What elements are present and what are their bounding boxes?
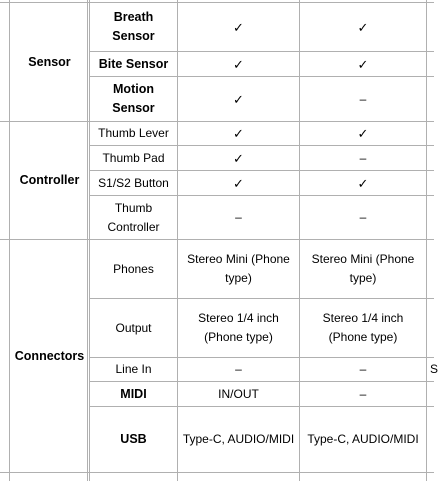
value-usb-col1: Type-C, AUDIO/MIDI (182, 432, 295, 446)
category-sensor: Sensor (28, 54, 71, 69)
value-line-in-col2: – (359, 362, 367, 376)
feature-output: Output (115, 320, 152, 335)
value-output-col1: Stereo 1/4 inch (Phone type) (198, 311, 279, 344)
value-bite-sensor-col1: ✓ (233, 56, 244, 72)
row-divider (0, 472, 434, 473)
value-thumb-pad-col1: ✓ (233, 150, 244, 166)
value-breath-sensor-col1: ✓ (233, 19, 244, 35)
feature-midi: MIDI (120, 386, 147, 401)
value-line-in-col1: – (235, 362, 242, 376)
value-s1-s2-button-col2: ✓ (357, 175, 369, 191)
value-thumb-controller-col1: – (235, 210, 242, 224)
column-divider (426, 0, 427, 481)
value-phones-col1: Stereo Mini (Phone type) (187, 252, 290, 285)
feature-breath-sensor: Breath Sensor (112, 10, 155, 43)
feature-thumb-controller: Thumb Controller (107, 200, 160, 234)
feature-phones: Phones (113, 261, 154, 276)
value-usb-col2: Type-C, AUDIO/MIDI (307, 432, 419, 446)
value-output-col2: Stereo 1/4 inch (Phone type) (322, 311, 404, 344)
value-thumb-lever-col1: ✓ (233, 126, 244, 141)
value-midi-col1: IN/OUT (218, 386, 259, 401)
value-motion-sensor-col2: – (359, 91, 367, 106)
value-phones-col2: Stereo Mini (Phone type) (311, 252, 415, 285)
feature-usb: USB (120, 432, 147, 446)
value-thumb-controller-col2: – (359, 210, 367, 224)
value-motion-sensor-col1: ✓ (233, 91, 244, 107)
value-line-in-col3: S (430, 362, 438, 376)
value-breath-sensor-col2: ✓ (357, 19, 369, 35)
feature-thumb-pad: Thumb Pad (102, 150, 165, 165)
feature-line-in: Line In (115, 362, 152, 376)
category-controller: Controller (19, 173, 80, 187)
value-bite-sensor-col2: ✓ (357, 56, 369, 72)
feature-s1-s2-button: S1/S2 Button (98, 175, 169, 190)
feature-thumb-lever: Thumb Lever (98, 126, 169, 140)
value-thumb-pad-col2: – (359, 150, 367, 165)
value-thumb-lever-col2: ✓ (357, 126, 369, 141)
feature-motion-sensor: Motion Sensor (112, 82, 155, 115)
value-midi-col2: – (359, 386, 367, 401)
value-s1-s2-button-col1: ✓ (233, 175, 244, 191)
feature-bite-sensor: Bite Sensor (98, 56, 169, 71)
category-connectors: Connectors (14, 348, 85, 363)
